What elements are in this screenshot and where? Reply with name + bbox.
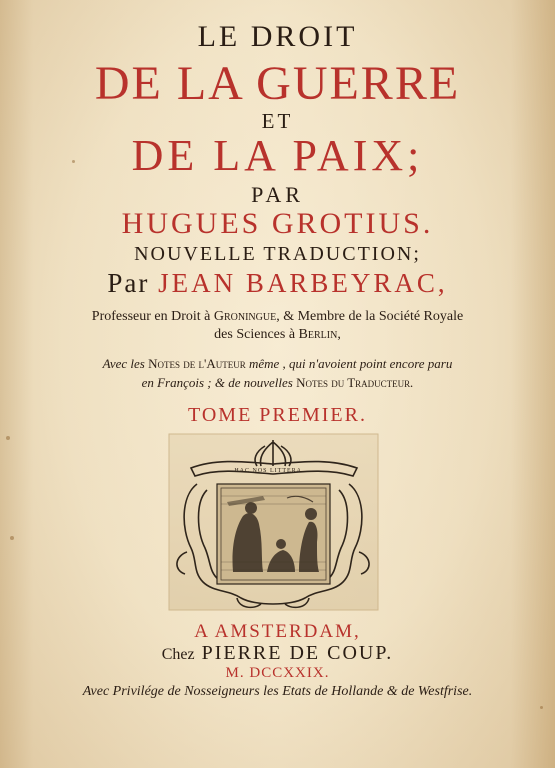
- vignette-motto: HAC NOS LITTERA ...: [234, 468, 312, 474]
- title-line-de-la-guerre: DE LA GUERRE: [94, 57, 461, 110]
- foxing-spot: [6, 436, 10, 440]
- privilege-line: Avec Privilége de Nosseigneurs les Etats de Hollande & de Westfrise.: [82, 684, 473, 699]
- translation-note: NOUVELLE TRADUCTION;: [134, 243, 421, 265]
- foxing-spot: [10, 536, 14, 540]
- credentials-text: Professeur en Droit à: [91, 309, 211, 324]
- notes-line-1: [0, 357, 555, 370]
- imprint-city: A AMSTERDAM,: [194, 621, 361, 642]
- credentials-text: , & Membre de la Société Royale: [276, 309, 464, 324]
- translator-prefix: Par: [107, 268, 150, 298]
- imprint-chez: Chez: [161, 646, 195, 663]
- translator-credentials-line-1: [0, 310, 555, 324]
- title-line-par: PAR: [251, 182, 304, 207]
- notes-emphasis: Notes du Traducteur: [296, 375, 411, 390]
- credentials-text: ,: [337, 327, 341, 342]
- translator-credentials-line-2: [0, 328, 555, 342]
- engraved-vignette: [167, 432, 380, 612]
- imprint-publisher-line: [0, 643, 555, 663]
- notes-text: .: [410, 375, 414, 390]
- credentials-text: des Sciences à: [214, 327, 296, 342]
- translator-name: JEAN BARBEYRAC,: [158, 268, 448, 298]
- notes-emphasis: Notes de l'Auteur: [148, 356, 246, 371]
- title-line-de-la-paix: DE LA PAIX;: [131, 131, 424, 180]
- volume-title: TOME PREMIER.: [188, 404, 367, 426]
- notes-line-2: [0, 376, 555, 389]
- imprint-publisher: PIERRE DE COUP.: [201, 642, 394, 664]
- credentials-city: Groningue: [213, 309, 277, 324]
- title-line-le-droit: LE DROIT: [197, 20, 358, 53]
- imprint-year: M. DCCXXIX.: [225, 665, 330, 681]
- notes-text: même , qui n'avoient point encore paru: [248, 356, 453, 371]
- title-line-et: ET: [261, 109, 294, 133]
- author-name: HUGUES GROTIUS.: [121, 207, 434, 240]
- notes-text: en François ; & de nouvelles: [141, 375, 293, 390]
- credentials-city: Berlin: [298, 327, 338, 342]
- foxing-spot: [540, 706, 543, 709]
- notes-text: Avec les: [102, 356, 145, 371]
- translator-line: [0, 270, 555, 297]
